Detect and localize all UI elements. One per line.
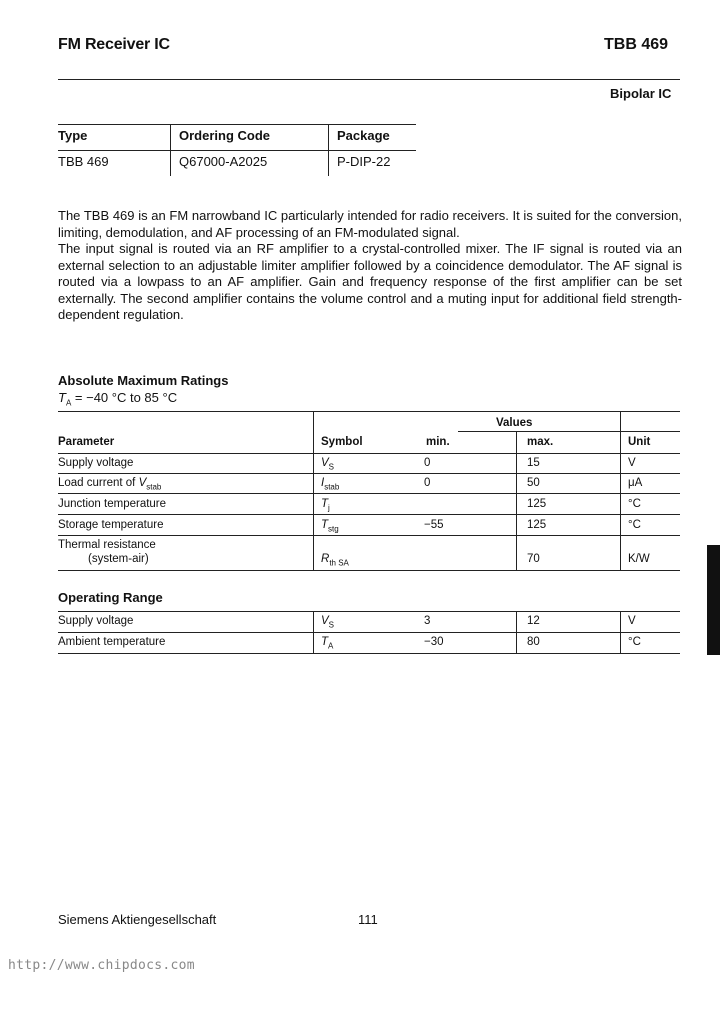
param-storage-temperature: Storage temperature xyxy=(58,519,164,531)
abs-max-condition xyxy=(58,390,177,408)
value-max: 70 xyxy=(527,553,540,565)
param-supply-voltage: Supply voltage xyxy=(58,615,134,627)
symbol-ta xyxy=(321,636,333,650)
value-unit: °C xyxy=(628,519,641,531)
abs-max-title: Absolute Maximum Ratings xyxy=(58,373,229,388)
param-load-current xyxy=(58,477,161,491)
condition-subscript: A xyxy=(65,398,72,408)
cell-type: TBB 469 xyxy=(58,154,109,169)
symbol-subscript: stg xyxy=(328,524,339,534)
value-min: 0 xyxy=(424,457,431,469)
symbol-letter: T xyxy=(321,498,329,510)
cell-package: P-DIP-22 xyxy=(337,154,391,169)
symbol-tj xyxy=(321,498,330,512)
value-min: 3 xyxy=(424,615,431,627)
operating-range-table xyxy=(58,611,680,655)
symbol-istab xyxy=(321,477,339,491)
param-subscript: stab xyxy=(146,482,162,492)
value-min: −30 xyxy=(424,636,444,648)
table-rule xyxy=(58,514,680,515)
col-header-min: min. xyxy=(426,436,450,448)
symbol-subscript: S xyxy=(328,620,335,630)
condition-range: = −40 °C to 85 °C xyxy=(71,390,178,405)
col-header-parameter: Parameter xyxy=(58,436,115,448)
thumb-index-tab xyxy=(707,545,720,655)
part-number: TBB 469 xyxy=(604,36,669,53)
symbol-letter: R xyxy=(321,553,330,565)
col-header-max: max. xyxy=(527,436,554,448)
symbol-letter: I xyxy=(321,477,325,489)
symbol-letter: V xyxy=(321,457,329,469)
value-min: 0 xyxy=(424,477,431,489)
value-unit: V xyxy=(628,615,636,627)
symbol-subscript: A xyxy=(328,641,334,651)
table-divider xyxy=(516,431,517,570)
param-thermal-resistance-note: (system-air) xyxy=(88,553,149,565)
cell-ordering-code: Q67000-A2025 xyxy=(179,154,268,169)
symbol-vs xyxy=(321,457,334,471)
description-paragraph: The TBB 469 is an FM narrowband IC particularly intended for radio receivers. It is suited for the conversion, limiting, demodulation, and AF processing of an FM-modulated signal. xyxy=(58,208,682,240)
table-divider xyxy=(313,411,314,570)
param-ambient-temperature: Ambient temperature xyxy=(58,636,166,648)
symbol-subscript: S xyxy=(328,462,335,472)
symbol-letter: T xyxy=(321,519,329,531)
table-rule xyxy=(58,453,680,454)
table-rule xyxy=(58,570,680,571)
page-number: 111 xyxy=(358,912,378,927)
symbol-tstg xyxy=(321,519,339,533)
value-max: 50 xyxy=(527,477,540,489)
symbol-rthsa xyxy=(321,553,349,567)
value-unit: °C xyxy=(628,636,641,648)
operating-range-title: Operating Range xyxy=(58,590,163,605)
table-row xyxy=(58,150,418,176)
value-unit: μA xyxy=(628,477,643,489)
col-header-ordering-code: Ordering Code xyxy=(179,128,271,143)
table-rule xyxy=(58,493,680,494)
type-table xyxy=(58,124,418,176)
param-text: Load current of xyxy=(58,477,139,489)
values-header: Values xyxy=(496,417,533,429)
table-rule xyxy=(58,632,680,633)
col-header-type: Type xyxy=(58,128,88,143)
col-header-symbol: Symbol xyxy=(321,436,363,448)
header-divider xyxy=(58,79,680,80)
table-header-row xyxy=(58,124,418,150)
table-rule xyxy=(58,611,680,612)
symbol-subscript: stab xyxy=(324,482,340,492)
footer-company: Siemens Aktiengesellschaft xyxy=(58,912,217,927)
value-min: −55 xyxy=(424,519,444,531)
value-unit: K/W xyxy=(628,553,650,565)
param-symbol: V xyxy=(138,477,147,489)
table-divider xyxy=(313,611,314,653)
col-header-package: Package xyxy=(337,128,390,143)
abs-max-table xyxy=(58,411,680,571)
table-rule xyxy=(58,411,680,412)
value-max: 125 xyxy=(527,498,547,510)
condition-symbol: T xyxy=(58,390,66,405)
value-unit: V xyxy=(628,457,636,469)
ic-category: Bipolar IC xyxy=(610,86,672,101)
symbol-subscript: th SA xyxy=(329,558,349,568)
value-unit: °C xyxy=(628,498,641,510)
symbol-letter: T xyxy=(321,636,329,648)
page-title: FM Receiver IC xyxy=(58,36,170,53)
watermark-url: http://www.chipdocs.com xyxy=(8,958,195,973)
symbol-vs xyxy=(321,615,334,629)
description-paragraph: The input signal is routed via an RF amplifier to a crystal-controlled mixer. The IF signal is routed via an external selection to an adjustable limiter amplifier followed by a coincidence demodulator. The AF signal is routed via a lowpass to an AF amplifier. Gain and frequency response of the first amplifier can be set externally. The second amplifier contains the volume control and a muting input for additional field strength-dependent regulation. xyxy=(58,241,682,322)
param-junction-temperature: Junction temperature xyxy=(58,498,167,510)
description xyxy=(58,208,682,324)
param-supply-voltage: Supply voltage xyxy=(58,457,134,469)
col-header-unit: Unit xyxy=(628,436,651,448)
value-max: 125 xyxy=(527,519,547,531)
table-rule xyxy=(58,535,680,536)
symbol-letter: V xyxy=(321,615,329,627)
value-max: 12 xyxy=(527,615,540,627)
table-rule xyxy=(58,653,680,654)
table-rule xyxy=(458,431,680,432)
symbol-subscript: j xyxy=(328,503,330,513)
param-thermal-resistance: Thermal resistance xyxy=(58,539,156,551)
table-divider xyxy=(620,611,621,653)
value-max: 80 xyxy=(527,636,540,648)
value-max: 15 xyxy=(527,457,540,469)
table-divider xyxy=(620,411,621,570)
table-rule xyxy=(58,473,680,474)
table-divider xyxy=(516,611,517,653)
